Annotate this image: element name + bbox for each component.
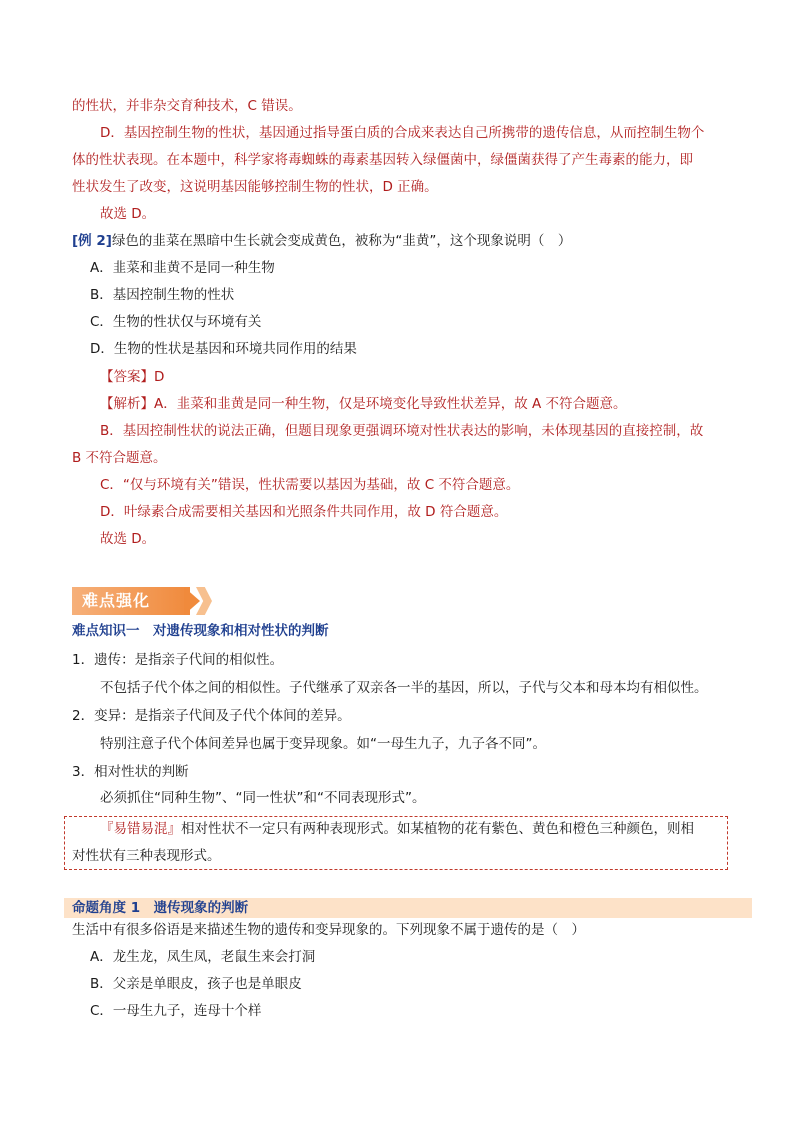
knowledge-heading: 难点知识一 对遗传现象和相对性状的判断 [72,623,329,639]
analysis-text: A．韭菜和韭黄是同一种生物，仅是环境变化导致性状差异，故 A 不符合题意。 [154,396,627,412]
example-question-text: 绿色的韭菜在黑暗中生长就会变成黄色，被称为“韭黄”，这个现象说明（ ） [111,233,572,249]
knowledge-item: 1．遗传：是指亲子代间的相似性。 [72,652,284,668]
option-a: A．龙生龙，凤生凤，老鼠生来会打洞 [90,949,316,965]
answer-line [100,367,164,387]
answer-label: 【答案】 [100,369,154,385]
analysis-line: B 不符合题意。 [72,450,167,466]
note-text: 相对性状不一定只有两种表现形式。如某植物的花有紫色、黄色和橙色三种颜色，则相 [181,821,694,837]
option-d: D．生物的性状是基因和环境共同作用的结果 [90,341,357,357]
example-question [72,231,571,251]
option-c: C．一母生九子，连母十个样 [90,1003,262,1019]
section-banner [72,587,222,617]
answer-value: D [154,369,165,385]
analysis-line: D．叶绿素合成需要相关基因和光照条件共同作用，故 D 符合题意。 [100,504,508,520]
knowledge-item: 2．变异：是指亲子代间及子代个体间的差异。 [72,708,351,724]
analysis-line: 的性状，并非杂交育种技术，C 错误。 [72,98,302,114]
analysis-line: B．基因控制性状的说法正确，但题目现象更强调环境对性状表达的影响，未体现基因的直接控制，故 [100,423,704,439]
option-a: A．韭菜和韭黄不是同一种生物 [90,260,275,276]
note-line [100,819,694,839]
note-tag: 『易错易混』 [100,821,181,837]
note-line: 对性状有三种表现形式。 [72,848,221,864]
knowledge-detail: 必须抓住“同种生物”、“同一性状”和“不同表现形式”。 [100,790,426,806]
analysis-line: 体的性状表现。在本题中，科学家将毒蜘蛛的毒素基因转入绿僵菌中，绿僵菌获得了产生毒素的能力，即 [72,152,693,168]
analysis-line: 故选 D。 [100,206,156,222]
chevron-right-icon [184,587,200,615]
option-c: C．生物的性状仅与环境有关 [90,314,262,330]
banner-label: 难点强化 [82,591,151,610]
knowledge-item: 3．相对性状的判断 [72,764,189,780]
angle-heading: 命题角度 1 遗传现象的判断 [72,900,249,916]
analysis-line: 性状发生了改变，这说明基因能够控制生物的性状，D 正确。 [72,179,438,195]
example-tag: [例 2] [72,233,112,249]
analysis-line: C．“仅与环境有关”错误，性状需要以基因为基础，故 C 不符合题意。 [100,477,520,493]
option-b: B．基因控制生物的性状 [90,287,235,303]
analysis-line: D．基因控制生物的性状，基因通过指导蛋白质的合成来表达自己所携带的遗传信息，从而控制生物个 [100,125,705,141]
option-b: B．父亲是单眼皮，孩子也是单眼皮 [90,976,302,992]
angle-question: 生活中有很多俗语是来描述生物的遗传和变异现象的。下列现象不属于遗传的是（ ） [72,922,585,938]
analysis-label: 【解析】 [100,396,154,412]
analysis-line [100,394,627,414]
knowledge-detail: 不包括子代个体之间的相似性。子代继承了双亲各一半的基因，所以，子代与父本和母本均有相似性。 [100,680,708,696]
knowledge-detail: 特别注意子代个体间差异也属于变异现象。如“一母生九子，九子各不同”。 [100,736,546,752]
analysis-line: 故选 D。 [100,531,156,547]
